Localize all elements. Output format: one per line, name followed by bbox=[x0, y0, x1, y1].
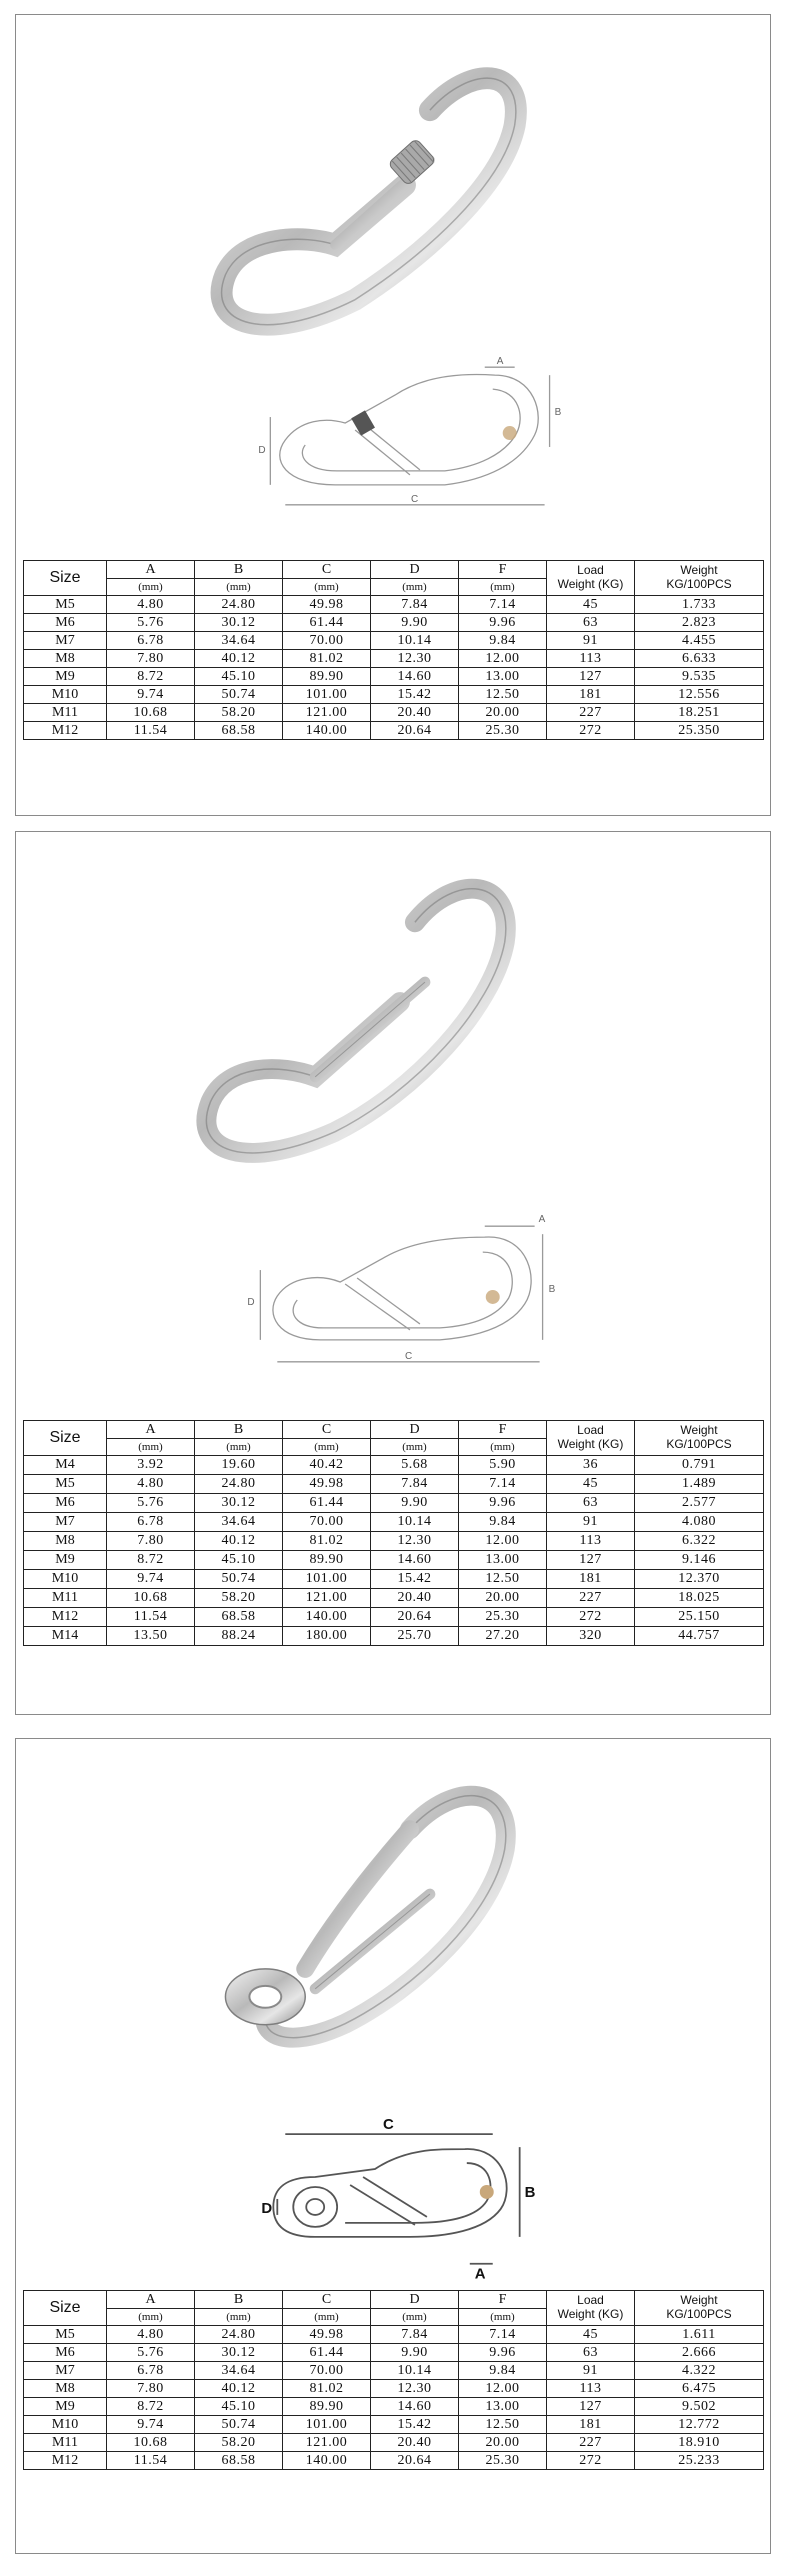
cell-b: 40.12 bbox=[195, 2380, 283, 2398]
cell-c: 81.02 bbox=[283, 650, 371, 668]
cell-d: 10.14 bbox=[371, 632, 459, 650]
cell-c: 70.00 bbox=[283, 1513, 371, 1532]
cell-b: 30.12 bbox=[195, 1494, 283, 1513]
cell-weight: 18.025 bbox=[635, 1589, 764, 1608]
cell-a: 11.54 bbox=[107, 1608, 195, 1627]
cell-a: 4.80 bbox=[107, 596, 195, 614]
unit-label: (mm) bbox=[371, 1439, 459, 1456]
cell-d: 14.60 bbox=[371, 2398, 459, 2416]
cell-d: 10.14 bbox=[371, 1513, 459, 1532]
carabiner-screw-lock-diagram bbox=[16, 355, 770, 515]
cell-d: 9.90 bbox=[371, 2344, 459, 2362]
cell-d: 20.64 bbox=[371, 722, 459, 740]
cell-a: 9.74 bbox=[107, 686, 195, 704]
product-panel-standard bbox=[15, 831, 771, 1715]
cell-weight: 25.233 bbox=[635, 2452, 764, 2470]
cell-b: 45.10 bbox=[195, 1551, 283, 1570]
table-row bbox=[24, 2344, 764, 2362]
cell-weight: 9.535 bbox=[635, 668, 764, 686]
cell-f: 9.84 bbox=[459, 2362, 547, 2380]
table-row bbox=[24, 614, 764, 632]
cell-load: 227 bbox=[547, 704, 635, 722]
column-header-a: A bbox=[107, 2291, 195, 2309]
cell-size: M8 bbox=[24, 2380, 107, 2398]
weight-header: Weight KG/100PCS bbox=[635, 1421, 764, 1456]
cell-d: 7.84 bbox=[371, 2326, 459, 2344]
cell-f: 9.96 bbox=[459, 1494, 547, 1513]
cell-b: 50.74 bbox=[195, 2416, 283, 2434]
cell-weight: 6.633 bbox=[635, 650, 764, 668]
cell-weight: 25.150 bbox=[635, 1608, 764, 1627]
diagram-label-a: A bbox=[538, 1214, 546, 1226]
unit-label: (mm) bbox=[283, 1439, 371, 1456]
cell-load: 127 bbox=[547, 1551, 635, 1570]
cell-f: 9.84 bbox=[459, 632, 547, 650]
cell-c: 89.90 bbox=[283, 2398, 371, 2416]
cell-b: 68.58 bbox=[195, 1608, 283, 1627]
cell-size: M10 bbox=[24, 1570, 107, 1589]
cell-b: 34.64 bbox=[195, 632, 283, 650]
diagram-label-d: D bbox=[258, 444, 266, 456]
cell-f: 9.96 bbox=[459, 614, 547, 632]
cell-size: M5 bbox=[24, 596, 107, 614]
unit-label: (mm) bbox=[195, 579, 283, 596]
cell-size: M6 bbox=[24, 1494, 107, 1513]
cell-b: 68.58 bbox=[195, 722, 283, 740]
cell-a: 7.80 bbox=[107, 1532, 195, 1551]
diagram-label-b: B bbox=[524, 2183, 536, 2201]
cell-c: 180.00 bbox=[283, 1627, 371, 1646]
table-row bbox=[24, 1627, 764, 1646]
cell-f: 12.00 bbox=[459, 650, 547, 668]
cell-b: 24.80 bbox=[195, 596, 283, 614]
cell-weight: 2.666 bbox=[635, 2344, 764, 2362]
cell-f: 27.20 bbox=[459, 1627, 547, 1646]
column-header-c: C bbox=[283, 1421, 371, 1439]
cell-d: 10.14 bbox=[371, 2362, 459, 2380]
cell-b: 58.20 bbox=[195, 1589, 283, 1608]
cell-c: 49.98 bbox=[283, 2326, 371, 2344]
cell-load: 91 bbox=[547, 1513, 635, 1532]
table-row bbox=[24, 2398, 764, 2416]
spec-table-standard bbox=[23, 1420, 764, 1646]
cell-f: 9.96 bbox=[459, 2344, 547, 2362]
table-row bbox=[24, 632, 764, 650]
cell-size: M5 bbox=[24, 2326, 107, 2344]
cell-a: 10.68 bbox=[107, 2434, 195, 2452]
cell-f: 25.30 bbox=[459, 1608, 547, 1627]
cell-f: 7.14 bbox=[459, 596, 547, 614]
cell-c: 61.44 bbox=[283, 2344, 371, 2362]
cell-load: 272 bbox=[547, 2452, 635, 2470]
carabiner-screw-lock-photo bbox=[16, 15, 770, 345]
cell-size: M8 bbox=[24, 1532, 107, 1551]
weight-header: Weight KG/100PCS bbox=[635, 2291, 764, 2326]
table-row bbox=[24, 2416, 764, 2434]
carabiner-standard-photo bbox=[16, 832, 770, 1212]
cell-a: 9.74 bbox=[107, 2416, 195, 2434]
cell-size: M6 bbox=[24, 2344, 107, 2362]
cell-f: 5.90 bbox=[459, 1456, 547, 1475]
diagram-label-c: C bbox=[383, 2116, 394, 2134]
cell-f: 20.00 bbox=[459, 2434, 547, 2452]
cell-weight: 1.611 bbox=[635, 2326, 764, 2344]
table-row bbox=[24, 668, 764, 686]
unit-label: (mm) bbox=[283, 2309, 371, 2326]
cell-b: 58.20 bbox=[195, 2434, 283, 2452]
cell-weight: 12.370 bbox=[635, 1570, 764, 1589]
cell-d: 15.42 bbox=[371, 1570, 459, 1589]
cell-a: 13.50 bbox=[107, 1627, 195, 1646]
cell-f: 7.14 bbox=[459, 2326, 547, 2344]
cell-b: 40.12 bbox=[195, 1532, 283, 1551]
cell-a: 10.68 bbox=[107, 704, 195, 722]
cell-size: M7 bbox=[24, 2362, 107, 2380]
cell-load: 272 bbox=[547, 1608, 635, 1627]
cell-load: 272 bbox=[547, 722, 635, 740]
cell-a: 6.78 bbox=[107, 1513, 195, 1532]
cell-load: 227 bbox=[547, 2434, 635, 2452]
column-header-b: B bbox=[195, 1421, 283, 1439]
cell-a: 6.78 bbox=[107, 632, 195, 650]
cell-weight: 12.556 bbox=[635, 686, 764, 704]
column-header-d: D bbox=[371, 1421, 459, 1439]
cell-a: 5.76 bbox=[107, 2344, 195, 2362]
table-row bbox=[24, 1532, 764, 1551]
cell-f: 9.84 bbox=[459, 1513, 547, 1532]
cell-weight: 18.251 bbox=[635, 704, 764, 722]
cell-c: 70.00 bbox=[283, 2362, 371, 2380]
cell-load: 113 bbox=[547, 1532, 635, 1551]
cell-size: M7 bbox=[24, 1513, 107, 1532]
cell-f: 7.14 bbox=[459, 1475, 547, 1494]
table-row bbox=[24, 650, 764, 668]
cell-size: M6 bbox=[24, 614, 107, 632]
cell-c: 70.00 bbox=[283, 632, 371, 650]
cell-size: M8 bbox=[24, 650, 107, 668]
cell-size: M7 bbox=[24, 632, 107, 650]
cell-a: 4.80 bbox=[107, 2326, 195, 2344]
table-row bbox=[24, 704, 764, 722]
cell-d: 12.30 bbox=[371, 1532, 459, 1551]
column-header-d: D bbox=[371, 2291, 459, 2309]
cell-b: 45.10 bbox=[195, 2398, 283, 2416]
cell-b: 45.10 bbox=[195, 668, 283, 686]
cell-d: 20.40 bbox=[371, 2434, 459, 2452]
unit-label: (mm) bbox=[107, 1439, 195, 1456]
cell-f: 12.00 bbox=[459, 1532, 547, 1551]
cell-size: M4 bbox=[24, 1456, 107, 1475]
carabiner-eyelet-photo bbox=[16, 1739, 770, 2099]
cell-weight: 4.080 bbox=[635, 1513, 764, 1532]
cell-a: 7.80 bbox=[107, 2380, 195, 2398]
cell-size: M5 bbox=[24, 1475, 107, 1494]
cell-load: 91 bbox=[547, 632, 635, 650]
cell-b: 50.74 bbox=[195, 1570, 283, 1589]
table-row bbox=[24, 1456, 764, 1475]
product-panel-screw-lock bbox=[15, 14, 771, 816]
cell-c: 49.98 bbox=[283, 596, 371, 614]
size-header: Size bbox=[24, 2291, 107, 2326]
carabiner-eyelet-diagram bbox=[16, 2089, 770, 2279]
unit-label: (mm) bbox=[371, 2309, 459, 2326]
cell-f: 20.00 bbox=[459, 1589, 547, 1608]
table-row bbox=[24, 1608, 764, 1627]
cell-weight: 1.489 bbox=[635, 1475, 764, 1494]
cell-weight: 6.475 bbox=[635, 2380, 764, 2398]
cell-f: 12.50 bbox=[459, 1570, 547, 1589]
table-row bbox=[24, 1570, 764, 1589]
column-header-a: A bbox=[107, 1421, 195, 1439]
load-weight-header: Load Weight (KG) bbox=[547, 2291, 635, 2326]
diagram-label-b: B bbox=[554, 407, 562, 419]
table-row bbox=[24, 2380, 764, 2398]
cell-d: 14.60 bbox=[371, 1551, 459, 1570]
size-header: Size bbox=[24, 561, 107, 596]
cell-c: 121.00 bbox=[283, 704, 371, 722]
cell-weight: 25.350 bbox=[635, 722, 764, 740]
cell-b: 88.24 bbox=[195, 1627, 283, 1646]
cell-c: 140.00 bbox=[283, 1608, 371, 1627]
cell-a: 11.54 bbox=[107, 2452, 195, 2470]
cell-c: 61.44 bbox=[283, 1494, 371, 1513]
table-row bbox=[24, 722, 764, 740]
cell-load: 181 bbox=[547, 1570, 635, 1589]
cell-c: 61.44 bbox=[283, 614, 371, 632]
table-row bbox=[24, 2326, 764, 2344]
table-row bbox=[24, 2452, 764, 2470]
cell-size: M12 bbox=[24, 722, 107, 740]
cell-a: 8.72 bbox=[107, 1551, 195, 1570]
cell-c: 101.00 bbox=[283, 1570, 371, 1589]
table-row bbox=[24, 1589, 764, 1608]
size-header: Size bbox=[24, 1421, 107, 1456]
cell-f: 12.50 bbox=[459, 2416, 547, 2434]
unit-label: (mm) bbox=[195, 1439, 283, 1456]
cell-f: 13.00 bbox=[459, 1551, 547, 1570]
cell-b: 34.64 bbox=[195, 2362, 283, 2380]
cell-b: 30.12 bbox=[195, 614, 283, 632]
cell-f: 13.00 bbox=[459, 668, 547, 686]
unit-label: (mm) bbox=[107, 579, 195, 596]
cell-load: 36 bbox=[547, 1456, 635, 1475]
cell-c: 89.90 bbox=[283, 1551, 371, 1570]
cell-c: 81.02 bbox=[283, 1532, 371, 1551]
cell-a: 6.78 bbox=[107, 2362, 195, 2380]
column-header-f: F bbox=[459, 1421, 547, 1439]
diagram-label-b: B bbox=[548, 1284, 556, 1295]
cell-d: 15.42 bbox=[371, 2416, 459, 2434]
cell-size: M11 bbox=[24, 704, 107, 722]
column-header-d: D bbox=[371, 561, 459, 579]
cell-weight: 18.910 bbox=[635, 2434, 764, 2452]
column-header-c: C bbox=[283, 2291, 371, 2309]
cell-b: 34.64 bbox=[195, 1513, 283, 1532]
cell-c: 40.42 bbox=[283, 1456, 371, 1475]
table-row bbox=[24, 1494, 764, 1513]
cell-load: 113 bbox=[547, 2380, 635, 2398]
cell-b: 24.80 bbox=[195, 2326, 283, 2344]
cell-d: 20.40 bbox=[371, 1589, 459, 1608]
cell-f: 12.50 bbox=[459, 686, 547, 704]
table-row bbox=[24, 1475, 764, 1494]
cell-size: M9 bbox=[24, 2398, 107, 2416]
cell-d: 25.70 bbox=[371, 1627, 459, 1646]
cell-load: 127 bbox=[547, 2398, 635, 2416]
cell-size: M11 bbox=[24, 2434, 107, 2452]
cell-a: 4.80 bbox=[107, 1475, 195, 1494]
column-header-a: A bbox=[107, 561, 195, 579]
diagram-label-a: A bbox=[474, 2265, 486, 2279]
cell-size: M11 bbox=[24, 1589, 107, 1608]
cell-weight: 44.757 bbox=[635, 1627, 764, 1646]
cell-weight: 2.577 bbox=[635, 1494, 764, 1513]
cell-d: 15.42 bbox=[371, 686, 459, 704]
cell-load: 45 bbox=[547, 1475, 635, 1494]
cell-weight: 1.733 bbox=[635, 596, 764, 614]
unit-label: (mm) bbox=[459, 1439, 547, 1456]
cell-d: 7.84 bbox=[371, 1475, 459, 1494]
cell-f: 20.00 bbox=[459, 704, 547, 722]
table-row bbox=[24, 596, 764, 614]
cell-d: 5.68 bbox=[371, 1456, 459, 1475]
table-row bbox=[24, 686, 764, 704]
cell-c: 49.98 bbox=[283, 1475, 371, 1494]
unit-label: (mm) bbox=[283, 579, 371, 596]
cell-a: 10.68 bbox=[107, 1589, 195, 1608]
diagram-label-c: C bbox=[410, 493, 419, 505]
cell-d: 20.40 bbox=[371, 704, 459, 722]
cell-weight: 6.322 bbox=[635, 1532, 764, 1551]
cell-size: M12 bbox=[24, 2452, 107, 2470]
cell-d: 20.64 bbox=[371, 2452, 459, 2470]
cell-load: 113 bbox=[547, 650, 635, 668]
cell-a: 3.92 bbox=[107, 1456, 195, 1475]
carabiner-standard-diagram bbox=[16, 1212, 770, 1372]
cell-d: 9.90 bbox=[371, 1494, 459, 1513]
cell-c: 140.00 bbox=[283, 2452, 371, 2470]
cell-b: 30.12 bbox=[195, 2344, 283, 2362]
cell-c: 121.00 bbox=[283, 1589, 371, 1608]
load-weight-header: Load Weight (KG) bbox=[547, 1421, 635, 1456]
column-header-f: F bbox=[459, 561, 547, 579]
cell-load: 45 bbox=[547, 596, 635, 614]
cell-c: 81.02 bbox=[283, 2380, 371, 2398]
cell-load: 227 bbox=[547, 1589, 635, 1608]
table-row bbox=[24, 2362, 764, 2380]
cell-load: 63 bbox=[547, 2344, 635, 2362]
product-panel-eyelet bbox=[15, 1738, 771, 2554]
column-header-f: F bbox=[459, 2291, 547, 2309]
cell-a: 7.80 bbox=[107, 650, 195, 668]
cell-b: 24.80 bbox=[195, 1475, 283, 1494]
cell-load: 127 bbox=[547, 668, 635, 686]
cell-c: 101.00 bbox=[283, 686, 371, 704]
cell-weight: 9.502 bbox=[635, 2398, 764, 2416]
cell-load: 91 bbox=[547, 2362, 635, 2380]
unit-label: (mm) bbox=[459, 579, 547, 596]
cell-f: 12.00 bbox=[459, 2380, 547, 2398]
table-row bbox=[24, 1551, 764, 1570]
cell-weight: 0.791 bbox=[635, 1456, 764, 1475]
weight-header: Weight KG/100PCS bbox=[635, 561, 764, 596]
cell-b: 68.58 bbox=[195, 2452, 283, 2470]
cell-size: M10 bbox=[24, 686, 107, 704]
cell-load: 181 bbox=[547, 2416, 635, 2434]
cell-a: 8.72 bbox=[107, 668, 195, 686]
cell-size: M9 bbox=[24, 1551, 107, 1570]
cell-b: 40.12 bbox=[195, 650, 283, 668]
cell-d: 14.60 bbox=[371, 668, 459, 686]
cell-size: M9 bbox=[24, 668, 107, 686]
cell-size: M14 bbox=[24, 1627, 107, 1646]
column-header-c: C bbox=[283, 561, 371, 579]
unit-label: (mm) bbox=[195, 2309, 283, 2326]
cell-a: 5.76 bbox=[107, 614, 195, 632]
cell-c: 121.00 bbox=[283, 2434, 371, 2452]
cell-weight: 12.772 bbox=[635, 2416, 764, 2434]
cell-c: 89.90 bbox=[283, 668, 371, 686]
cell-load: 181 bbox=[547, 686, 635, 704]
cell-a: 5.76 bbox=[107, 1494, 195, 1513]
cell-f: 25.30 bbox=[459, 722, 547, 740]
cell-f: 25.30 bbox=[459, 2452, 547, 2470]
cell-weight: 9.146 bbox=[635, 1551, 764, 1570]
unit-label: (mm) bbox=[371, 579, 459, 596]
cell-load: 63 bbox=[547, 614, 635, 632]
cell-load: 320 bbox=[547, 1627, 635, 1646]
cell-b: 19.60 bbox=[195, 1456, 283, 1475]
table-row bbox=[24, 2434, 764, 2452]
cell-c: 101.00 bbox=[283, 2416, 371, 2434]
cell-b: 50.74 bbox=[195, 686, 283, 704]
cell-d: 7.84 bbox=[371, 596, 459, 614]
cell-size: M10 bbox=[24, 2416, 107, 2434]
diagram-label-d: D bbox=[247, 1296, 255, 1308]
cell-a: 9.74 bbox=[107, 1570, 195, 1589]
cell-size: M12 bbox=[24, 1608, 107, 1627]
cell-d: 12.30 bbox=[371, 650, 459, 668]
cell-load: 45 bbox=[547, 2326, 635, 2344]
cell-weight: 2.823 bbox=[635, 614, 764, 632]
cell-f: 13.00 bbox=[459, 2398, 547, 2416]
table-row bbox=[24, 1513, 764, 1532]
diagram-label-a: A bbox=[496, 356, 504, 368]
cell-weight: 4.455 bbox=[635, 632, 764, 650]
diagram-label-c: C bbox=[404, 1350, 413, 1362]
column-header-b: B bbox=[195, 2291, 283, 2309]
diagram-label-d: D bbox=[261, 2199, 273, 2217]
load-weight-header: Load Weight (KG) bbox=[547, 561, 635, 596]
cell-c: 140.00 bbox=[283, 722, 371, 740]
column-header-b: B bbox=[195, 561, 283, 579]
cell-b: 58.20 bbox=[195, 704, 283, 722]
cell-load: 63 bbox=[547, 1494, 635, 1513]
cell-d: 9.90 bbox=[371, 614, 459, 632]
cell-d: 12.30 bbox=[371, 2380, 459, 2398]
cell-a: 8.72 bbox=[107, 2398, 195, 2416]
spec-table-screw-lock bbox=[23, 560, 764, 740]
unit-label: (mm) bbox=[459, 2309, 547, 2326]
cell-a: 11.54 bbox=[107, 722, 195, 740]
cell-d: 20.64 bbox=[371, 1608, 459, 1627]
spec-table-eyelet bbox=[23, 2290, 764, 2470]
unit-label: (mm) bbox=[107, 2309, 195, 2326]
cell-weight: 4.322 bbox=[635, 2362, 764, 2380]
